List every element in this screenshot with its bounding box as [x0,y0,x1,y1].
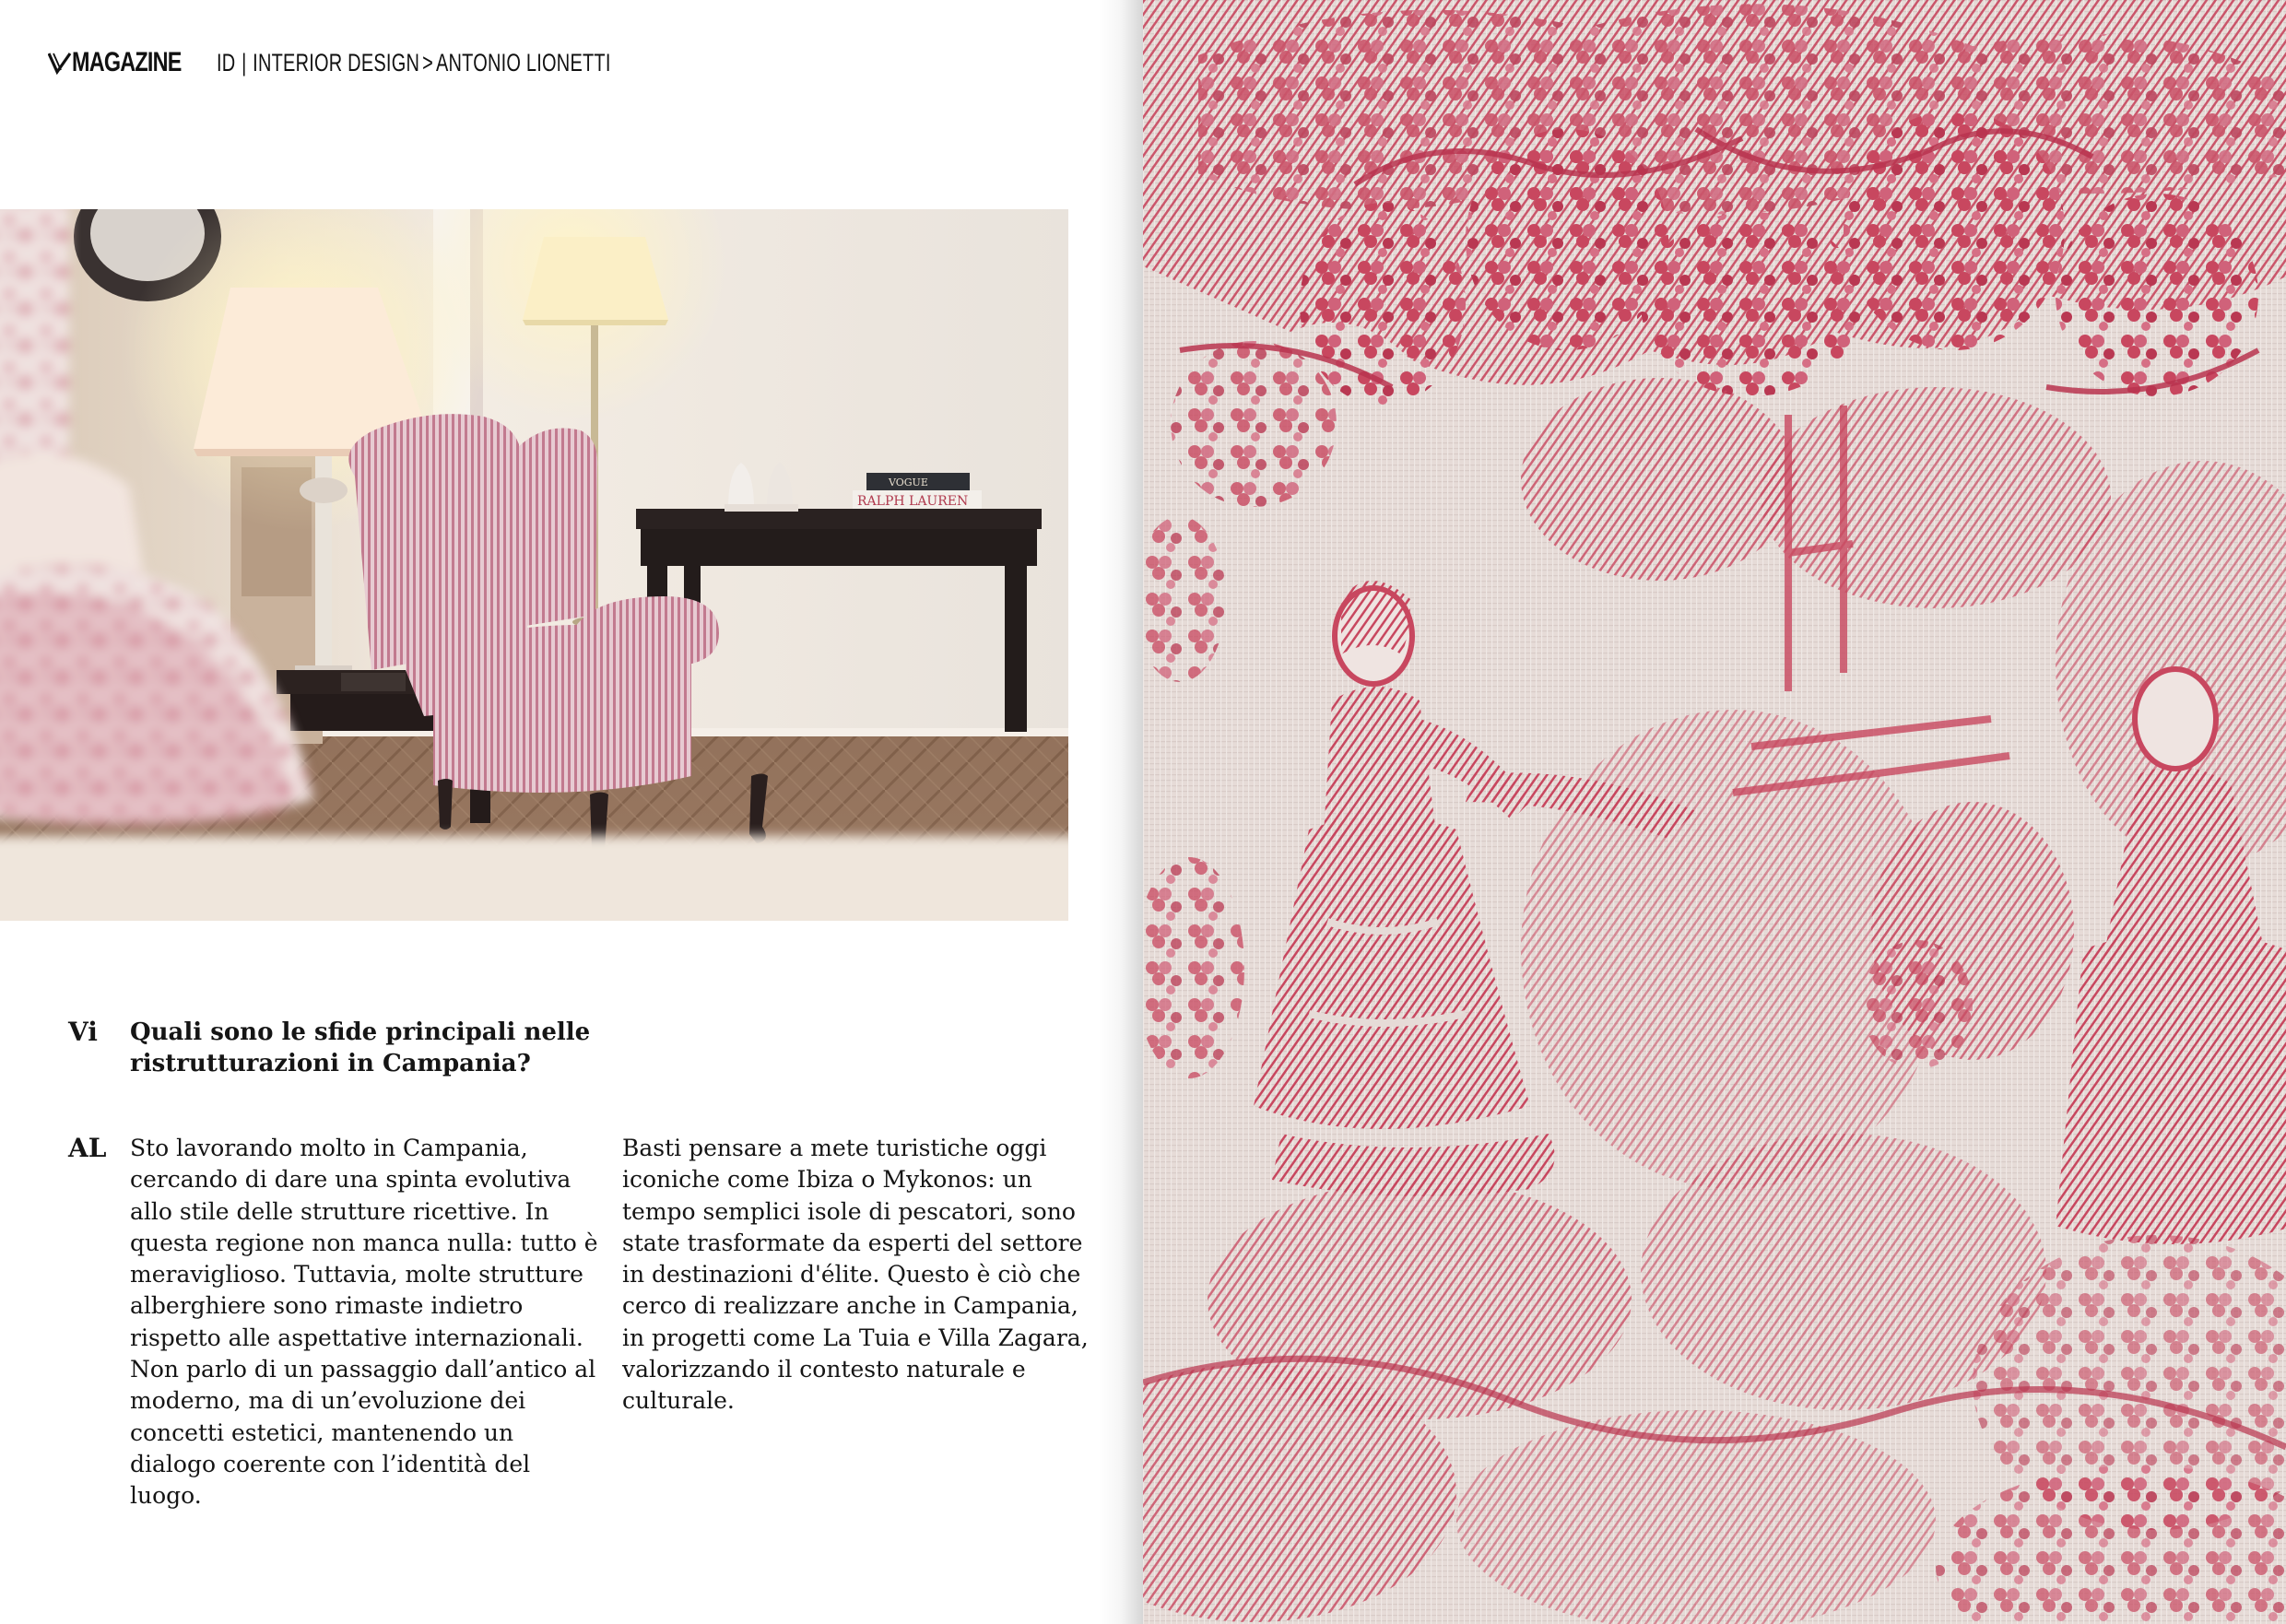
v-logo-icon [48,51,72,75]
answer-line: rispetto alle aspettative internazionali. [130,1324,583,1351]
answer-line: iconiche come Ibiza o Mykonos: un [622,1166,1032,1194]
answer-line: tempo semplici isole di pescatori, sono [622,1197,1076,1225]
answer-column-2 [622,1133,1102,1418]
answer-line: Basti pensare a mete turistiche oggi [622,1135,1047,1161]
answer-line: cercando di dare una spinta evolutiva [130,1166,572,1194]
answer-speaker: AL [68,1133,107,1163]
page-gutter-shadow [1099,0,1143,1624]
breadcrumb-category[interactable]: INTERIOR DESIGN [253,48,420,76]
answer-line: moderno, ma di un’evoluzione dei [130,1387,526,1415]
interior-photo [0,209,1068,921]
question-text [130,1017,609,1079]
answer-line: valorizzando il contesto naturale e [622,1356,1026,1383]
answer-line: alberghiere sono rimaste indietro [130,1292,524,1320]
answer-line: concetti estetici, mantenendo un [130,1418,514,1446]
answer-line: culturale. [622,1387,735,1415]
answer-line: meraviglioso. Tuttavia, molte strutture [130,1261,583,1289]
answer-line: in progetti come La Tuia e Villa Zagara, [622,1324,1089,1351]
book-spine-vogue: VOGUE [889,477,928,488]
answer-line: questa regione non manca nulla: tutto è [130,1229,598,1256]
book-spine-ralph: RALPH LAUREN [857,494,969,509]
answer-line: allo stile delle strutture ricettive. In [130,1197,549,1225]
question-line: Quali sono le sfide principali nelle [130,1018,591,1046]
answer-line: state trasformate da esperti del settore [622,1229,1083,1256]
answer-line: in destinazioni d'élite. Questo è ciò che [622,1261,1081,1289]
breadcrumb-section[interactable]: ID [217,48,236,76]
toile-fabric-photo [1143,0,2286,1624]
answer-line: dialogo coerente con l’identità del [130,1450,531,1477]
magazine-logo[interactable] [48,47,196,78]
breadcrumb [217,49,611,77]
question-line: ristrutturazioni in Campania? [130,1050,531,1077]
logo-wordmark: MAGAZINE [72,47,182,77]
question-speaker: Vi [68,1017,98,1047]
answer-line: Sto lavorando molto in Campania, [130,1135,528,1161]
answer-line: luogo. [130,1482,202,1510]
answer-line: Non parlo di un passaggio dall’antico al [130,1356,596,1383]
answer-line: cerco di realizzare anche in Campania, [622,1292,1078,1320]
breadcrumb-divider: | [242,48,247,76]
answer-column-1 [130,1133,609,1512]
breadcrumb-subject[interactable]: ANTONIO LIONETTI [435,48,611,76]
page-header [48,46,749,79]
breadcrumb-arrow: > [422,48,433,76]
